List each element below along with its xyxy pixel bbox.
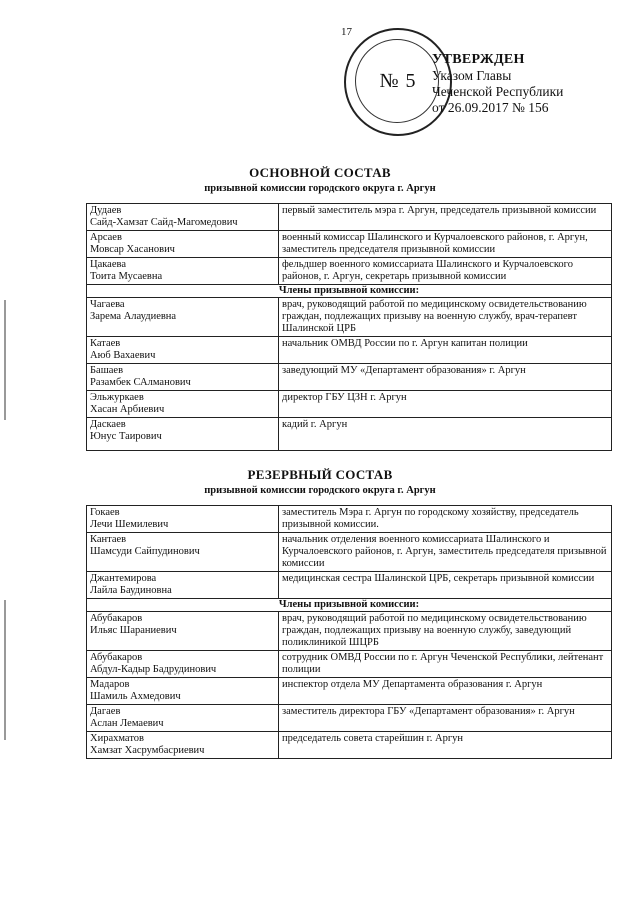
member-name: Джантемирова Лайла Баудиновна <box>87 572 279 599</box>
member-role: медицинская сестра Шалинской ЦРБ, секретарь призывной комиссии <box>279 572 612 599</box>
member-name: Абубакаров Абдул-Кадыр Бадрудинович <box>87 651 279 678</box>
table-row <box>87 678 612 705</box>
reserve-heading <box>0 467 640 496</box>
seal-number: № 5 <box>379 70 417 92</box>
member-role: заместитель Мэра г. Аргун по городскому хозяйству, председатель призывной комиссии. <box>279 506 612 533</box>
table-row <box>87 337 612 364</box>
table-row <box>87 705 612 732</box>
member-name: Эльжуркаев Хасан Арбиевич <box>87 391 279 418</box>
member-role: первый заместитель мэра г. Аргун, председатель призывной комиссии <box>279 204 612 231</box>
member-role: заведующий МУ «Департамент образования» г. Аргун <box>279 364 612 391</box>
table-row <box>87 506 612 533</box>
member-role: фельдшер военного комиссариата Шалинского и Курчалоевского районов, г. Аргун, секретарь призывной комиссии <box>279 258 612 285</box>
member-name: Цакаева Тоита Мусаевна <box>87 258 279 285</box>
member-role: сотрудник ОМВД России по г. Аргун Чеченской Республики, лейтенант полиции <box>279 651 612 678</box>
table-row <box>87 364 612 391</box>
main-subtitle: призывной комиссии городского округа г. Аргун <box>204 183 436 194</box>
member-role: врач, руководящий работой по медицинскому освидетельствованию граждан, подлежащих призыву на военную службу, заведующий поликлиникой ШЦРБ <box>279 612 612 651</box>
member-role: директор ГБУ ЦЗН г. Аргун <box>279 391 612 418</box>
member-name: Дагаев Аслан Лемаевич <box>87 705 279 732</box>
member-role: начальник отделения военного комиссариата Шалинского и Курчалоевского районов, г. Аргун, заместитель председателя призывной комиссии <box>279 533 612 572</box>
section-heading-row <box>87 599 612 612</box>
members-heading: Члены призывной комиссии: <box>87 285 612 298</box>
reserve-table <box>86 505 612 759</box>
member-name: Кантаев Шамсуди Сайпудинович <box>87 533 279 572</box>
member-name: Гокаев Лечи Шемилевич <box>87 506 279 533</box>
approval-title: УТВЕРЖДЕН <box>432 52 525 67</box>
member-role: председатель совета старейшин г. Аргун <box>279 732 612 759</box>
table-row <box>87 612 612 651</box>
page-number: 17 <box>341 26 352 38</box>
table-row <box>87 298 612 337</box>
member-role: врач, руководящий работой по медицинскому освидетельствованию граждан, подлежащих призыву на военную службу, врач-терапевт Шалинской ЦРБ <box>279 298 612 337</box>
member-name: Чагаева Зарема Алаудиевна <box>87 298 279 337</box>
approval-line-2: Чеченской Республики <box>432 84 564 99</box>
member-name: Арсаев Мовсар Хасанович <box>87 231 279 258</box>
table-row <box>87 204 612 231</box>
table-row <box>87 258 612 285</box>
member-name: Даскаев Юнус Таирович <box>87 418 279 451</box>
scan-margin-mark <box>4 300 6 420</box>
member-role: инспектор отдела МУ Департамента образования г. Аргун <box>279 678 612 705</box>
approval-line-1: Указом Главы <box>432 68 512 83</box>
member-name: Башаев Разамбек САлманович <box>87 364 279 391</box>
table-row <box>87 572 612 599</box>
member-role: заместитель директора ГБУ «Департамент образования» г. Аргун <box>279 705 612 732</box>
members-heading: Члены призывной комиссии: <box>87 599 612 612</box>
reserve-title: РЕЗЕРВНЫЙ СОСТАВ <box>247 467 393 482</box>
member-role: кадий г. Аргун <box>279 418 612 451</box>
reserve-subtitle: призывной комиссии городского округа г. Аргун <box>204 485 436 496</box>
table-row <box>87 418 612 451</box>
member-role: начальник ОМВД России по г. Аргун капитан полиции <box>279 337 612 364</box>
approval-block <box>432 52 563 116</box>
table-row <box>87 391 612 418</box>
table-row <box>87 732 612 759</box>
table-row <box>87 231 612 258</box>
member-name: Хирахматов Хамзат Хасрумбасриевич <box>87 732 279 759</box>
member-role: военный комиссар Шалинского и Курчалоевского районов, г. Аргун, заместитель председателя призывной комиссии <box>279 231 612 258</box>
approval-line-3: от 26.09.2017 № 156 <box>432 100 549 115</box>
member-name: Дудаев Сайд-Хамзат Сайд-Магомедович <box>87 204 279 231</box>
main-title: ОСНОВНОЙ СОСТАВ <box>249 165 391 180</box>
section-heading-row <box>87 285 612 298</box>
member-name: Мадаров Шамиль Ахмедович <box>87 678 279 705</box>
main-heading <box>0 165 640 194</box>
member-name: Абубакаров Ильяс Шараниевич <box>87 612 279 651</box>
table-row <box>87 651 612 678</box>
main-table <box>86 203 612 451</box>
scan-margin-mark <box>4 600 6 740</box>
member-name: Катаев Аюб Вахаевич <box>87 337 279 364</box>
table-row <box>87 533 612 572</box>
